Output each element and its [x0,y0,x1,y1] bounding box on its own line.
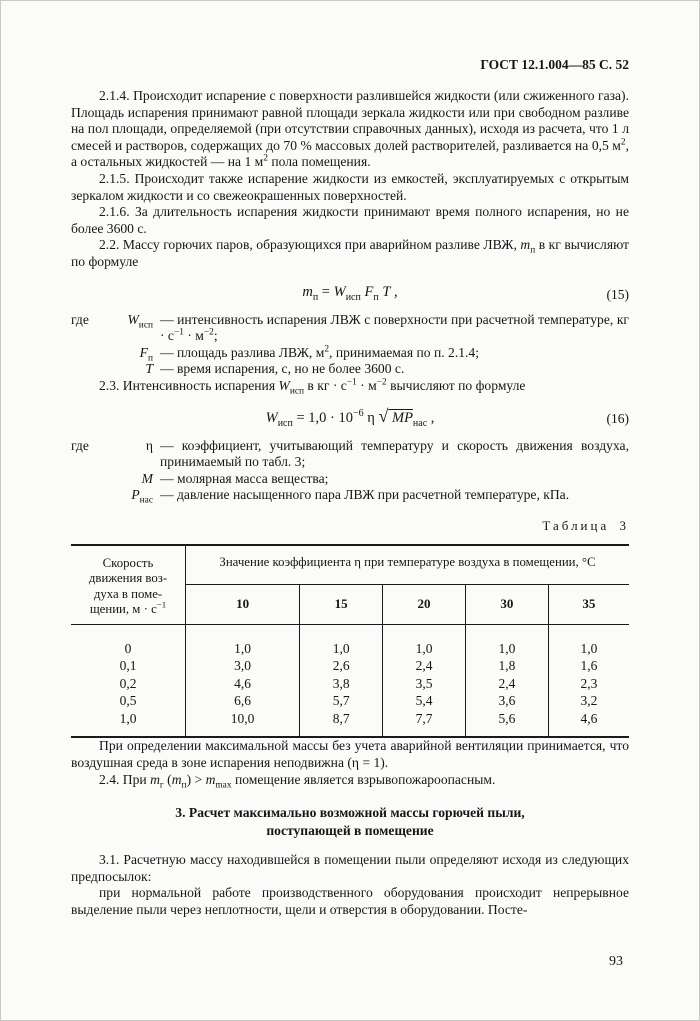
table-cell: 3,2 [580,693,598,709]
where-lead: где [71,437,89,453]
table-cell: 1,0 [71,710,186,738]
page-number: 93 [609,954,623,969]
where-row [71,345,629,362]
where-term: η [145,437,153,453]
where-lead-spacer [71,361,103,378]
table-header-temp: 35 [548,585,629,624]
document-header-ref: ГОСТ 12.1.004—85 С. 52 [480,57,629,72]
table-cell: 3,5 [383,675,466,693]
where-row [71,487,629,504]
table-header-temp: 15 [300,585,383,624]
table-cell: 2,4 [465,675,548,693]
table-header-speed: Скорость движения воз- духа в поме- щении, $м \cdot с^{-1}$ [71,545,186,625]
table-cell: 1,0 [465,624,548,657]
table-row [71,657,629,675]
where-desc: — коэффициент, учитывающий температуру и скорость движения воздуха, принимаемый по табл. 3; [160,437,629,470]
paragraph-3-1: 3.1. Расчетную массу находившейся в помещении пыли определяют исходя из следующих предпосылок: [71,852,629,884]
where-desc: — интенсивность испарения ЛВЖ с поверхности при расчетной температуре, кг · $с^{-1} \cdot м^{-2}$; [160,311,629,344]
table-cell: 6,6 [186,692,300,710]
where-desc: — давление насыщенного пара ЛВЖ при расчетной температуре, кПа. [160,487,570,503]
table-row [71,710,629,738]
table-cell: 4,6 [580,710,598,726]
table-cell: 2,6 [300,657,383,675]
where-row [71,471,629,488]
table-cell: 0,2 [71,675,186,693]
paragraph-2-2: 2.2. Массу горючих паров, образующихся при аварийном разливе ЛВЖ, $m_п$ в кг вычисляют по формуле [71,237,629,269]
paragraph-2-1-6: 2.1.6. За длительность испарения жидкости принимают время полного испарения, но не более 3600 с. [71,204,629,236]
table-cell: 3,8 [300,675,383,693]
formula-15-expression: $m_п = W_{исп}$ $F_п$ T , [302,283,398,303]
table-cell: 1,6 [580,658,598,674]
table-cell: 1,0 [383,624,466,657]
where-term: Т [145,361,153,377]
where-lead-spacer [71,487,103,504]
table-cell: 5,6 [465,710,548,738]
table-header-temp: 10 [186,585,300,624]
table-header-row-1 [71,545,629,585]
paragraph-2-3: 2.3. Интенсивность испарения $W_{исп}$ в кг · $с^{-1} \cdot м^{-2}$ вычисляют по формуле [99,377,526,397]
formula-15 [71,280,629,304]
formula-16-expression: $W_{исп} = 1,0 \cdot 10^{-6}$ η √ $MP_{нас}$ , [265,405,435,429]
where-term: $Р_{нас}$ [131,487,153,506]
eta-coefficient-table [71,544,629,739]
formula-16-number: (16) [606,410,629,426]
paragraph-after-table: При определении максимальной массы без учета аварийной вентиляции принимается, что воздушная среда в зоне испарения неподвижна (η = 1). [71,738,629,770]
table-cell: 0 [71,624,186,657]
where-row [71,438,629,471]
where-row [71,361,629,378]
table-header-temp: 20 [383,585,466,624]
table-cell: 2,3 [580,675,598,691]
where-desc: — площадь разлива ЛВЖ, $м^2$, принимаемая по п. 2.1.4; [160,344,479,360]
where-row [71,312,629,345]
table-cell: 1,0 [300,624,383,657]
where-desc: — молярная масса вещества; [160,470,329,486]
table-cell: 1,8 [465,657,548,675]
where-lead-spacer [71,345,103,362]
paragraph-3-1-continued: при нормальной работе производственного оборудования происходит непрерывное выделение пыли через неплотности, щели и отверстия в оборудовании. Посте- [71,885,629,917]
table-cell: 0,1 [71,657,186,675]
where-term: $W_{исп}$ [127,311,153,331]
table-cell: 4,6 [186,675,300,693]
where-lead: где [71,311,89,327]
where-term: $F_п$ [139,344,153,364]
table-row [71,675,629,693]
table-cell: 3,0 [186,657,300,675]
where-desc: — время испарения, с, но не более 3600 с. [160,361,405,377]
table-cell: 7,7 [383,710,466,738]
table-cell: 3,6 [465,692,548,710]
paragraph-2-1-4: 2.1.4. Происходит испарение с поверхности разлившейся жидкости (или сжиженного газа). Площадь испарения принимают равной площади зеркала жидкости или при свободном разливе на пол площади, определяемой (при отсутствии справочных данных), исходя из расчета, что 1 л смесей и растворов, содержащих до 70 % массовых долей растворителей, разливается на 0,5 $м^2$, а остальных жидкостей — на 1 $м^2$ пола помещения. [71,88,629,170]
table-cell: 5,4 [383,692,466,710]
where-lead-spacer [71,471,103,488]
section-3-heading: 3. Расчет максимально возможной массы горючей пыли, поступающей в помещение [175,805,525,838]
table-cell: 0,5 [71,692,186,710]
paragraph-2-4: 2.4. При $m_г$ $(m_п) > m_{max}$ помещение является взрывопожароопасным. [99,771,496,791]
where-term: М [141,470,153,486]
formula-15-number: (15) [606,286,629,302]
table-cell: 8,7 [300,710,383,738]
where-list-formula-16 [71,438,629,504]
paragraph-2-1-5: 2.1.5. Происходит также испарение жидкости из емкостей, эксплуатируемых с открытым зеркалом жидкости и со свежеокрашенных поверхностей. [71,170,629,203]
table-header-eta: Значение коэффициента η при температуре воздуха в помещении, °С [186,545,630,585]
table-header-temp: 30 [465,585,548,624]
table-row [71,624,629,657]
table-row [71,692,629,710]
table-cell: 1,0 [580,640,598,656]
table-cell: 10,0 [186,710,300,738]
table-cell: 5,7 [300,692,383,710]
table-label: Таблица 3 [542,517,629,533]
table-cell: 2,4 [383,657,466,675]
table-cell: 1,0 [186,624,300,657]
where-list-formula-15 [71,312,629,378]
formula-16 [71,404,629,430]
